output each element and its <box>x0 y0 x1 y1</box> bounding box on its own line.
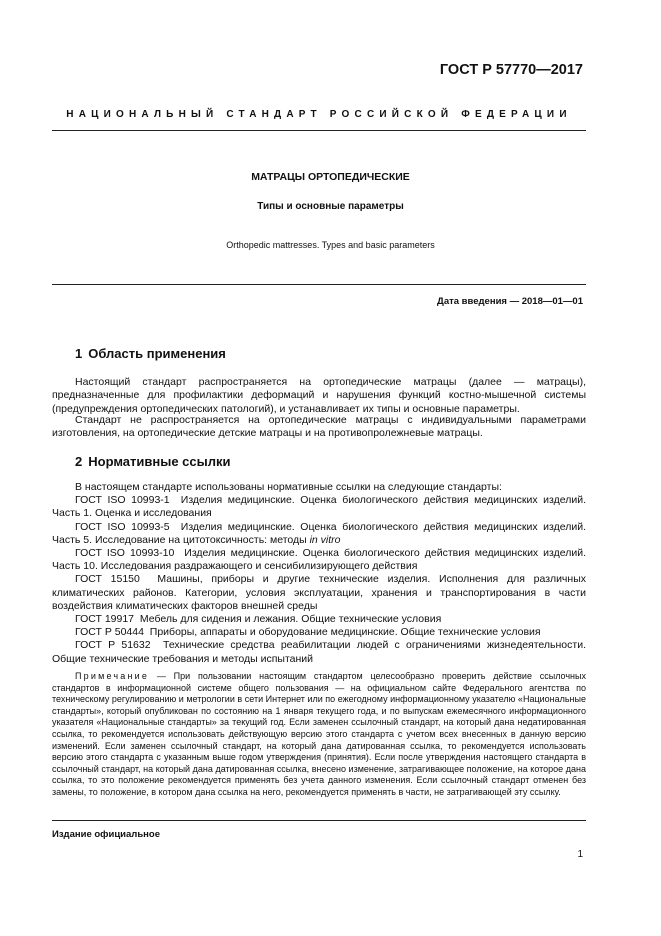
reference-text: Технические средства реабилитации людей с ограничениями жизнедеятельности. Общие технические требования и методы испытаний <box>52 639 586 665</box>
title-rule <box>52 284 586 285</box>
introduction-date: Дата введения — 2018—01—01 <box>437 296 583 307</box>
reference-item <box>52 494 586 520</box>
references-note <box>52 671 586 799</box>
reference-text: Мебель для сидения и лежания. Общие технические условия <box>139 613 442 626</box>
top-rule <box>52 130 586 131</box>
official-edition-label: Издание официальное <box>52 829 160 840</box>
reference-text: Приборы, аппараты и оборудование медицинские. Общие технические условия <box>149 626 541 639</box>
section-2-number: 2 <box>75 454 83 469</box>
section-1-title: Область применения <box>88 346 226 361</box>
reference-code: ГОСТ ISO 10993-10 <box>75 547 175 560</box>
reference-item <box>52 521 586 547</box>
reference-code: ГОСТ Р 51632 <box>75 639 151 652</box>
document-subtitle: Типы и основные параметры <box>257 201 404 212</box>
references-intro: В настоящем стандарте использованы нормативные ссылки на следующие стандарты: <box>75 481 502 493</box>
reference-text: Изделия медицинские. Оценка биологического действия медицинских изделий. Часть 10. Исследования раздражающего и сенсибилизирующего действия <box>52 547 586 573</box>
reference-text: Изделия медицинские. Оценка биологического действия медицинских изделий. Часть 1. Оценка и исследования <box>52 494 586 520</box>
reference-item <box>52 639 586 665</box>
section-2-heading <box>75 454 230 469</box>
section-1-paragraph-2: Стандарт не распространяется на ортопедические матрацы с индивидуальными параметрами изготовления, на ортопедические детские матрацы и на противопролежневые матрацы. <box>52 414 586 440</box>
document-title: МАТРАЦЫ ОРТОПЕДИЧЕСКИЕ <box>251 171 410 183</box>
section-1-paragraph-1: Настоящий стандарт распространяется на ортопедические матрацы (далее — матрацы), предназначенные для профилактики деформаций и нарушения функций костно-мышечной системы (предупреждения ортопедических патологий), и устанавливает их типы и основные параметры. <box>52 376 586 415</box>
footer-rule <box>52 820 586 821</box>
reference-code: ГОСТ 15150 <box>75 573 140 586</box>
reference-code: ГОСТ ISO 10993-1 <box>75 494 170 507</box>
note-label: Примечание <box>75 671 150 681</box>
normative-references-list <box>52 481 586 666</box>
reference-text: Машины, приборы и другие технические изделия. Исполнения для различных климатических районов. Категории, условия эксплуатации, хранения и транспортирования в части воздействия климатических факторов внешней среды <box>52 573 587 612</box>
section-2-title: Нормативные ссылки <box>88 454 231 469</box>
reference-item <box>52 613 586 626</box>
section-1-number: 1 <box>75 346 83 361</box>
reference-code: ГОСТ ISO 10993-5 <box>75 520 170 533</box>
reference-italic-text: in vitro <box>309 533 341 546</box>
section-1-heading <box>75 346 226 361</box>
reference-code: ГОСТ Р 50444 <box>75 626 144 639</box>
reference-item <box>52 626 586 639</box>
english-title: Orthopedic mattresses. Types and basic parameters <box>226 240 435 250</box>
national-standard-heading: НАЦИОНАЛЬНЫЙ СТАНДАРТ РОССИЙСКОЙ ФЕДЕРАЦИИ <box>66 109 572 120</box>
page-number: 1 <box>577 849 583 860</box>
reference-text: Изделия медицинские. Оценка биологического действия медицинских изделий. Часть 5. Исследование на цитотоксичность: методы <box>52 520 586 546</box>
note-text: — При пользовании настоящим стандартом целесообразно проверить действие ссылочных стандартов в информационной системе общего пользования — на официальном сайте Федерального агентства по техническому регулированию и метрологии в сети Интернет или по ежегодному информационному указателю «Национальные стандарты», который опубликован по состоянию на 1 января текущего года, и по выпускам ежемесячного информационного указателя «Национальные стандарты» за текущий год. Если заменен ссылочный стандарт, на который дана недатированная ссылка, то рекомендуется использовать действующую версию этого стандарта с учетом всех внесенных в данную версию изменений. Если заменен ссылочный стандарт, на который дана датированная ссылка, то рекомендуется использовать версию этого стандарта с указанным выше годом утверждения (принятия). Если после утверждения настоящего стандарта в ссылочный стандарт, на который дана датированная ссылка, внесено изменение, затрагивающее положение, на которое дана ссылка, то это положение рекомендуется применять без учета данного изменения. Если ссылочный стандарт отменен без замены, то положение, в котором дана ссылка на него, рекомендуется применять в части, не затрагивающей эту ссылку. <box>52 671 586 797</box>
reference-item <box>52 547 586 573</box>
standard-code: ГОСТ Р 57770—2017 <box>439 62 583 78</box>
reference-code: ГОСТ 19917 <box>75 613 135 626</box>
reference-item <box>52 573 586 613</box>
